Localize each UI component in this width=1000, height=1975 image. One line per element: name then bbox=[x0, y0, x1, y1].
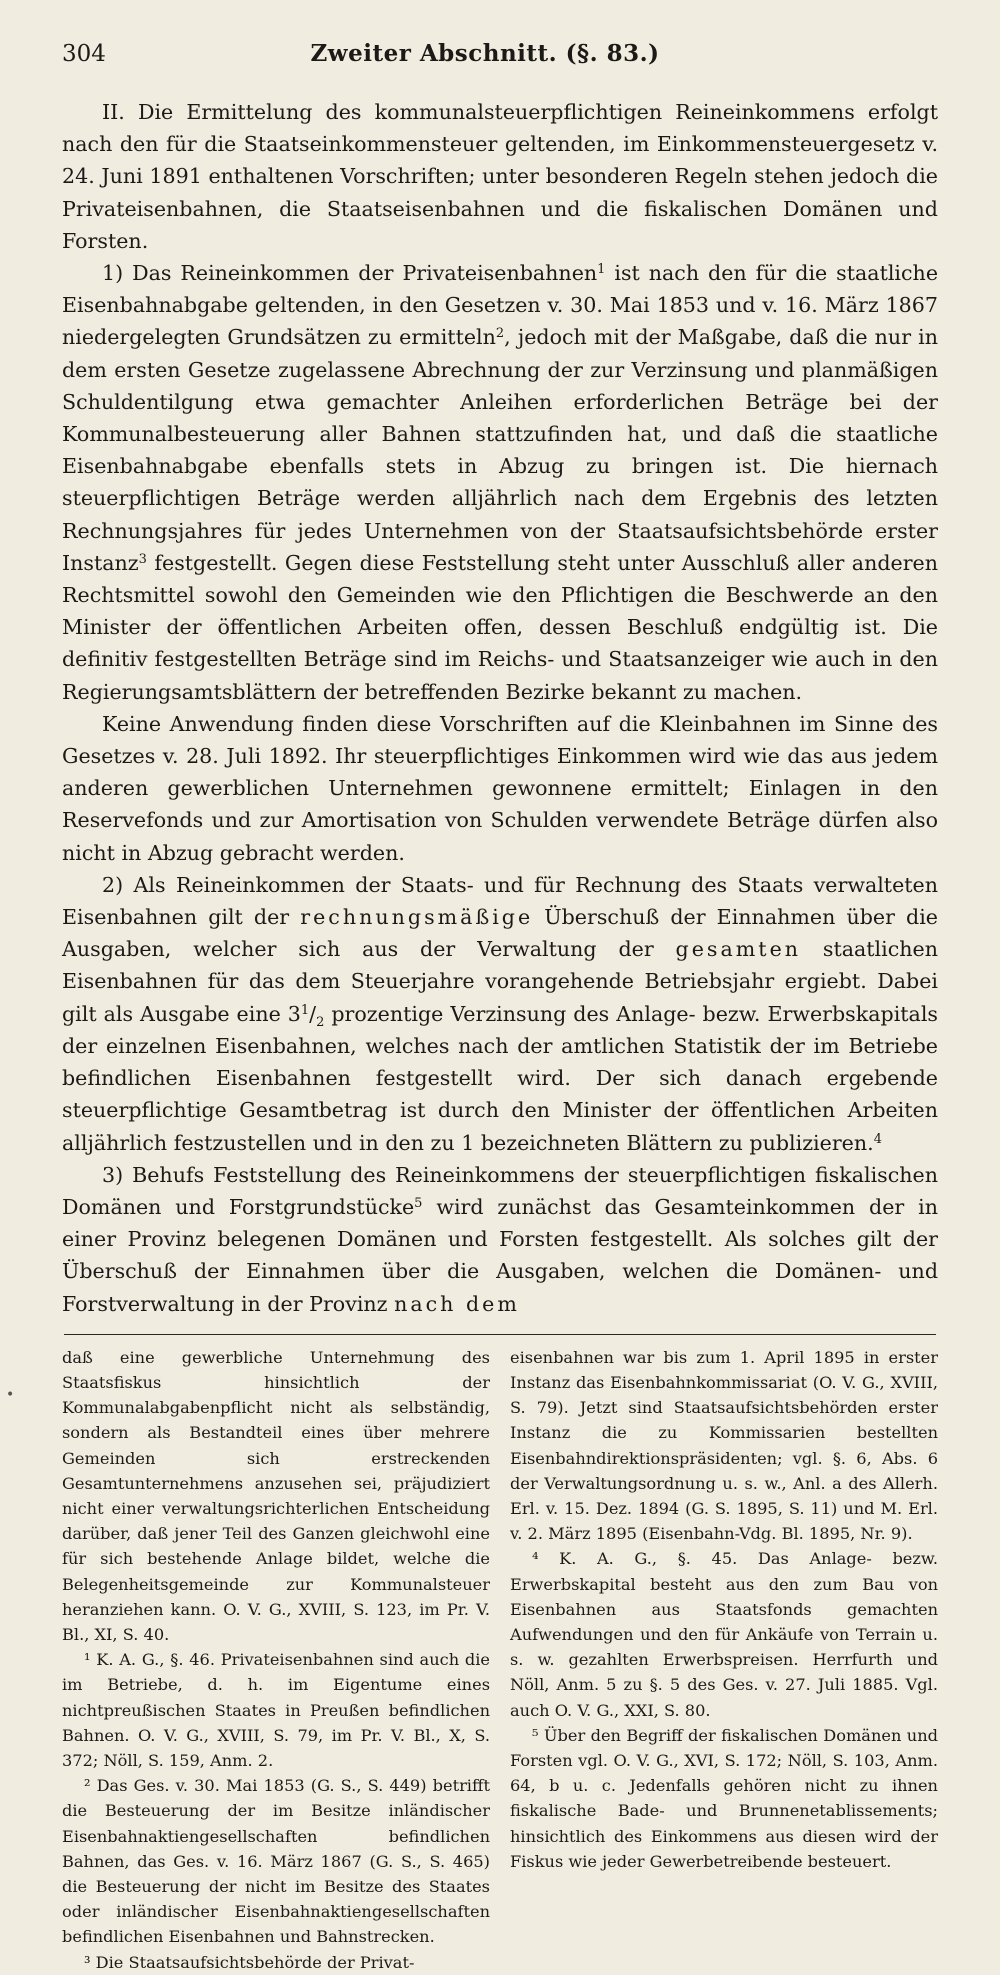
footnote-4: ⁴ K. A. G., §. 45. Das Anlage- bezw. Erwerbskapital besteht aus den zum Bau von Eisenbahnen aus Staatsfonds gemachten Aufwendungen und den für Ankäufe von Terrain u. s. w. gezahlten Erwerbspreisen. Herrfurth und Nöll, Anm. 5 zu §. 5 des Ges. v. 27. Juli 1885. Vgl. auch O. V. G., XXI, S. 80. bbox=[510, 1549, 938, 1720]
main-text bbox=[62, 96, 938, 1320]
footnote-3: ³ Die Staatsaufsichtsbehörde der Privat- bbox=[84, 1952, 415, 1972]
running-title: Zweiter Abschnitt. (§. 83.) bbox=[310, 40, 660, 67]
footnote-1: ¹ K. A. G., §. 46. Privateisenbahnen sind auch die im Betriebe, d. h. im Eigentume eines nichtpreußischen Staates in Preußen befindlichen Bahnen. O. V. G., XVIII, S. 79, im Pr. V. Bl., X, S. 372; Nöll, S. 159, Anm. 2. bbox=[62, 1650, 490, 1770]
footnotes bbox=[62, 1345, 938, 1975]
fraction-numerator: 1 bbox=[300, 1002, 310, 1018]
footnote-ref-3[interactable]: 3 bbox=[138, 551, 147, 567]
paragraph-staatseisenbahnen: 2) Als Reineinkommen der Staats- und für Rechnung des Staats verwalteten Eisenbahnen gilt der rechnungsmäßige Überschuß der Einnahmen über die Ausgaben, welcher sich aus der Verwaltung der gesamten staatlichen Eisenbahnen für das dem Steuerjahre vorangehende Betriebsjahr ergiebt. Dabei gilt als Ausgabe eine $3^1/_2$ prozentige Verzinsung des Anlage- bezw. Erwerbskapitals der einzelnen Eisenbahnen, welches nach der amtlichen Statistik der im Betriebe befindlichen Eisenbahnen festgestellt wird. Der sich danach ergebende steuerpflichtige Gesamtbetrag ist durch den Minister der öffentlichen Arbeiten alljährlich festzustellen und in den zu 1 bezeichneten Blättern zu publizieren.$^4$ bbox=[62, 872, 938, 1155]
footnote-5: ⁵ Über den Begriff der fiskalischen Domänen und Forsten vgl. O. V. G., XVI, S. 172; Nöll, S. 103, Anm. 64, b u. c. Jedenfalls gehören nicht zu ihnen fiskalische Bade- und Brunnenetablissements; hinsichtlich des Einkommens aus diesen wird der Fiskus wie jeder Gewerbetreibende besteuert. bbox=[510, 1725, 938, 1871]
footnotes-left-column bbox=[62, 1345, 490, 1975]
spaced-emphasis: nach dem bbox=[394, 1291, 520, 1316]
spaced-emphasis: gesamten bbox=[675, 937, 802, 962]
footnote-ref-5[interactable]: 5 bbox=[414, 1195, 423, 1211]
fraction-denominator: 2 bbox=[316, 1014, 325, 1030]
footnote-ref-4[interactable]: 4 bbox=[873, 1131, 882, 1147]
paragraph-kleinbahnen: Keine Anwendung finden diese Vorschriften auf die Kleinbahnen im Sinne des Gesetzes v. 28. Juli 1892. Ihr steuerpflichtiges Einkommen wird wie das aus jedem anderen gewerblichen Unternehmen gewonnene ermittelt; Einlagen in den Reservefonds und zur Amortisation von Schulden verwendete Beträge dürfen also nicht in Abzug gebracht werden. bbox=[62, 711, 938, 865]
footnote-ref-1[interactable]: 1 bbox=[597, 261, 606, 277]
fraction-slash: / bbox=[309, 1001, 317, 1026]
spaced-emphasis: rechnungsmäßige bbox=[300, 905, 534, 930]
paragraph-ii: II. Die Ermittelung des kommunalsteuerpflichtigen Reineinkommens erfolgt nach den für die Staatseinkommensteuer geltenden, im Einkommensteuergesetz v. 24. Juni 1891 enthaltenen Vorschriften; unter besonderen Regeln stehen jedoch die Privateisenbahnen, die Staatseisenbahnen und die fiskalischen Domänen und Forsten. bbox=[62, 100, 938, 253]
paragraph-domaenen: 3) Behufs Feststellung des Reineinkommens der steuerpflichtigen fiskalischen Domänen und Forstgrundstücke$^5$ wird zunächst das Gesamteinkommen der in einer Provinz belegenen Domänen und Forsten festgestellt. Als solches gilt der Überschuß der Einnahmen über die Ausgaben, welchen die Domänen- und Forstverwaltung in der Provinz nach dem bbox=[62, 1162, 938, 1316]
running-header bbox=[62, 40, 938, 82]
paragraph-privateisenbahnen: 1) Das Reineinkommen der Privateisenbahnen$^1$ ist nach den für die staatliche Eisenbahnabgabe geltenden, in den Gesetzen v. 30. Mai 1853 und v. 16. März 1867 niedergelegten Grundsätzen zu ermitteln$^2$, jedoch mit der Maßgabe, daß die nur in dem ersten Gesetze zugelassene Abrechnung der zur Verzinsung und planmäßigen Schuldentilgung etwa gemachter Anleihen erforderlichen Beträge bei der Kommunalbesteuerung aller Bahnen stattzufinden hat, und daß die staatliche Eisenbahnabgabe ebenfalls stets in Abzug zu bringen ist. Die hiernach steuerpflichtigen Beträge werden alljährlich nach dem Ergebnis des letzten Rechnungsjahres für jedes Unternehmen von der Staatsaufsichtsbehörde erster Instanz$^3$ festgestellt. Gegen diese Feststellung steht unter Ausschluß aller anderen Rechtsmittel sowohl den Gemeinden wie den Pflichtigen die Beschwerde an den Minister der öffentlichen Arbeiten offen, dessen Beschluß endgültig ist. Die definitiv festgestellten Beträge sind im Reichs- und Staatsanzeiger wie auch in den Regierungsamtsblättern der betreffenden Bezirke bekannt zu machen. bbox=[62, 261, 939, 704]
footnotes-right-column bbox=[510, 1345, 938, 1975]
footnote-ref-2[interactable]: 2 bbox=[495, 326, 505, 342]
footnote-2: ² Das Ges. v. 30. Mai 1853 (G. S., S. 449) betrifft die Besteuerung der im Besitze inländischer Eisenbahnaktiengesellschaften befindlichen Bahnen, das Ges. v. 16. März 1867 (G. S., S. 465) die Besteuerung der nicht im Besitze des Staates oder inländischer Eisenbahnaktiengesellschaften befindlichen Eisenbahnen und Bahnstrecken. bbox=[62, 1776, 490, 1947]
footnote-3-continuation: eisenbahnen war bis zum 1. April 1895 in erster Instanz das Eisenbahnkommissariat (O. V. G., XVIII, S. 79). Jetzt sind Staatsaufsichtsbehörden erster Instanz die zu Kommissarien bestellten Eisenbahndirektionspräsidenten; vgl. §. 6, Abs. 6 der Verwaltungsordnung u. s. w., Anl. a des Allerh. Erl. v. 15. Dez. 1894 (G. S. 1895, S. 11) und M. Erl. v. 2. März 1895 (Eisenbahn-Vdg. Bl. 1895, Nr. 9). bbox=[510, 1347, 938, 1544]
margin-dot-icon: • bbox=[6, 1387, 15, 1403]
page-number: 304 bbox=[62, 41, 106, 67]
footnote-continuation: daß eine gewerbliche Unternehmung des Staatsfiskus hinsichtlich der Kommunalabgabenpflicht nicht als selbständig, sondern als Bestandteil eines über mehrere Gemeinden sich erstreckenden Gesamtunternehmens anzusehen sei, präjudiziert nicht einer verwaltungsrichterlichen Entscheidung darüber, daß jener Teil des Ganzen gleichwohl eine für sich bestehende Anlage bildet, welche die Belegenheitsgemeinde zur Kommunalsteuer heranziehen kann. O. V. G., XVIII, S. 123, im Pr. V. Bl., XI, S. 40. bbox=[62, 1347, 490, 1644]
footnote-divider bbox=[64, 1334, 936, 1335]
